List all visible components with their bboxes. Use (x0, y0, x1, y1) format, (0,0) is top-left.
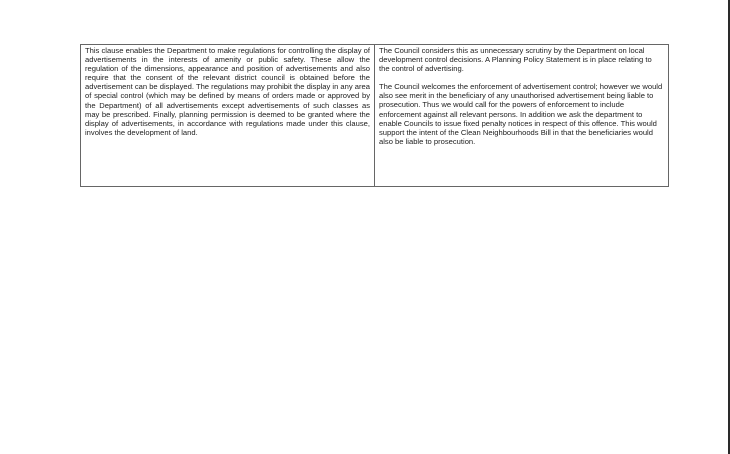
response-paragraph: The Council considers this as unnecessary scrutiny by the Department on local development control decisions. A Planning Policy Statement is in place relating to the control of advertising. (379, 46, 652, 74)
table-row (81, 45, 669, 187)
comments-table (80, 44, 669, 187)
council-response-cell (375, 45, 669, 187)
response-paragraph: The Council welcomes the enforcement of advertisement control; however we would also see merit in the beneficiary of any unauthorised advertisement being liable to prosecution. Thus we would call for the powers of enforcement to include enforcement against all relevant persons. In addition we ask the department to enable Councils to issue fixed penalty notices in respect of this offence. This would support the intent of the Clean Neighbourhoods Bill in that the beneficiaries would also be liable to prosecution. (379, 82, 663, 146)
clause-description-cell: This clause enables the Department to make regulations for controlling the display of advertisements in the interests of amenity or public safety. These allow the regulation of the dimensions, appearance and position of advertisements and also require that the consent of the relevant district council is obtained before the advertisement can be displayed. The regulations may prohibit the display in any area of special control (which may be defined by means of orders made or approved by the Department) of all advertisements except advertisements of such classes as may be prescribed. Finally, planning permission is deemed to be granted where the display of advertisements, in accordance with regulations made under this clause, involves the development of land. (81, 45, 375, 187)
